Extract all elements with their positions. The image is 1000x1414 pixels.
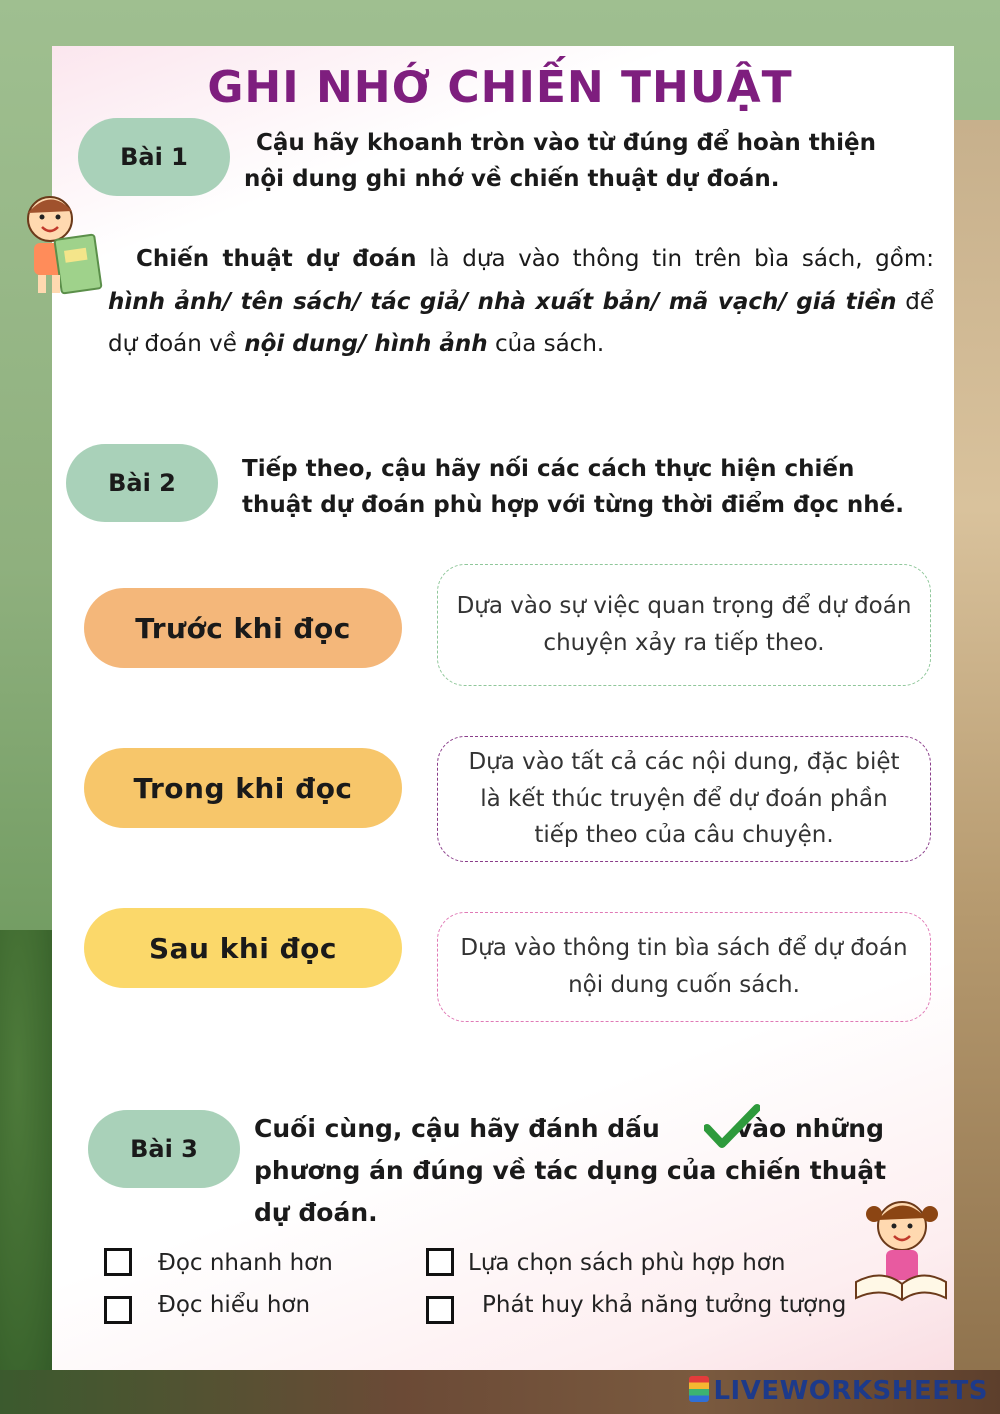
liveworksheets-logo-icon [689, 1376, 709, 1402]
exercise-3-instruction-line2: phương án đúng về tác dụng của chiến thuật [254, 1156, 887, 1185]
circle-options-content[interactable]: nội dung/ hình ảnh [244, 331, 488, 358]
exercise-3-label: Bài 3 [88, 1110, 240, 1188]
exercise-3-instruction [254, 1108, 944, 1234]
exercise-1-paragraph [108, 238, 934, 366]
time-pill-before-reading[interactable]: Trước khi đọc [84, 588, 402, 668]
option-label-imagination: Phát huy khả năng tưởng tượng [482, 1292, 847, 1318]
exercise-1-instruction-line1: Cậu hãy khoanh tròn vào từ đúng để hoàn thiện [256, 130, 876, 156]
description-box-3[interactable]: Dựa vào thông tin bìa sách để dự đoán nội dung cuốn sách. [437, 912, 931, 1022]
option-checkbox-choose-books[interactable] [426, 1248, 454, 1276]
background-bush [0, 930, 60, 1414]
kid-with-book-icon [14, 185, 106, 300]
watermark-text: LIVEWORKSHEETS [713, 1376, 988, 1406]
strategy-term: Chiến thuật dự đoán [136, 246, 417, 272]
circle-options-cover[interactable]: hình ảnh/ tên sách/ tác giả/ nhà xuất bản/ mã vạch/ giá tiền [108, 288, 897, 315]
option-label-understand-better: Đọc hiểu hơn [158, 1292, 311, 1318]
kid-reading-icon [852, 1186, 948, 1316]
paragraph-text-2: để dự đoán về [108, 288, 934, 358]
exercise-1-instruction-line2: nội dung ghi nhớ về chiến thuật dự đoán. [244, 165, 780, 192]
option-label-choose-books: Lựa chọn sách phù hợp hơn [468, 1250, 786, 1276]
description-box-1[interactable]: Dựa vào sự việc quan trọng để dự đoán chuyện xảy ra tiếp theo. [437, 564, 931, 686]
time-pill-after-reading[interactable]: Sau khi đọc [84, 908, 402, 988]
option-checkbox-read-faster[interactable] [104, 1248, 132, 1276]
exercise-1-label: Bài 1 [78, 118, 230, 196]
time-pill-during-reading[interactable]: Trong khi đọc [84, 748, 402, 828]
checkmark-icon [704, 1104, 760, 1148]
paragraph-text-1: là dựa vào thông tin trên bìa sách, gồm: [416, 246, 934, 272]
option-checkbox-imagination[interactable] [426, 1296, 454, 1324]
liveworksheets-watermark [689, 1376, 988, 1406]
exercise-2-instruction-line1: Tiếp theo, cậu hãy nối các cách thực hiện chiến [242, 456, 855, 482]
page-title: GHI NHỚ CHIẾN THUẬT [207, 62, 793, 113]
exercise-3-instruction-line3: dự đoán. [254, 1198, 378, 1227]
paragraph-text-3: của sách. [487, 331, 605, 358]
option-checkbox-understand-better[interactable] [104, 1296, 132, 1324]
exercise-1-instruction [244, 126, 934, 197]
exercise-3-instruction-part1: Cuối cùng, cậu hãy đánh dấu [254, 1114, 660, 1143]
exercise-2-instruction-line2: thuật dự đoán phù hợp với từng thời điểm đọc nhé. [242, 491, 905, 518]
option-label-read-faster: Đọc nhanh hơn [158, 1250, 333, 1276]
exercise-2-instruction [242, 452, 942, 523]
exercise-2-label: Bài 2 [66, 444, 218, 522]
exercise-3-instruction-part2: vào những [735, 1114, 884, 1143]
description-box-2[interactable]: Dựa vào tất cả các nội dung, đặc biệt là kết thúc truyện để dự đoán phần tiếp theo của câu chuyện. [437, 736, 931, 862]
